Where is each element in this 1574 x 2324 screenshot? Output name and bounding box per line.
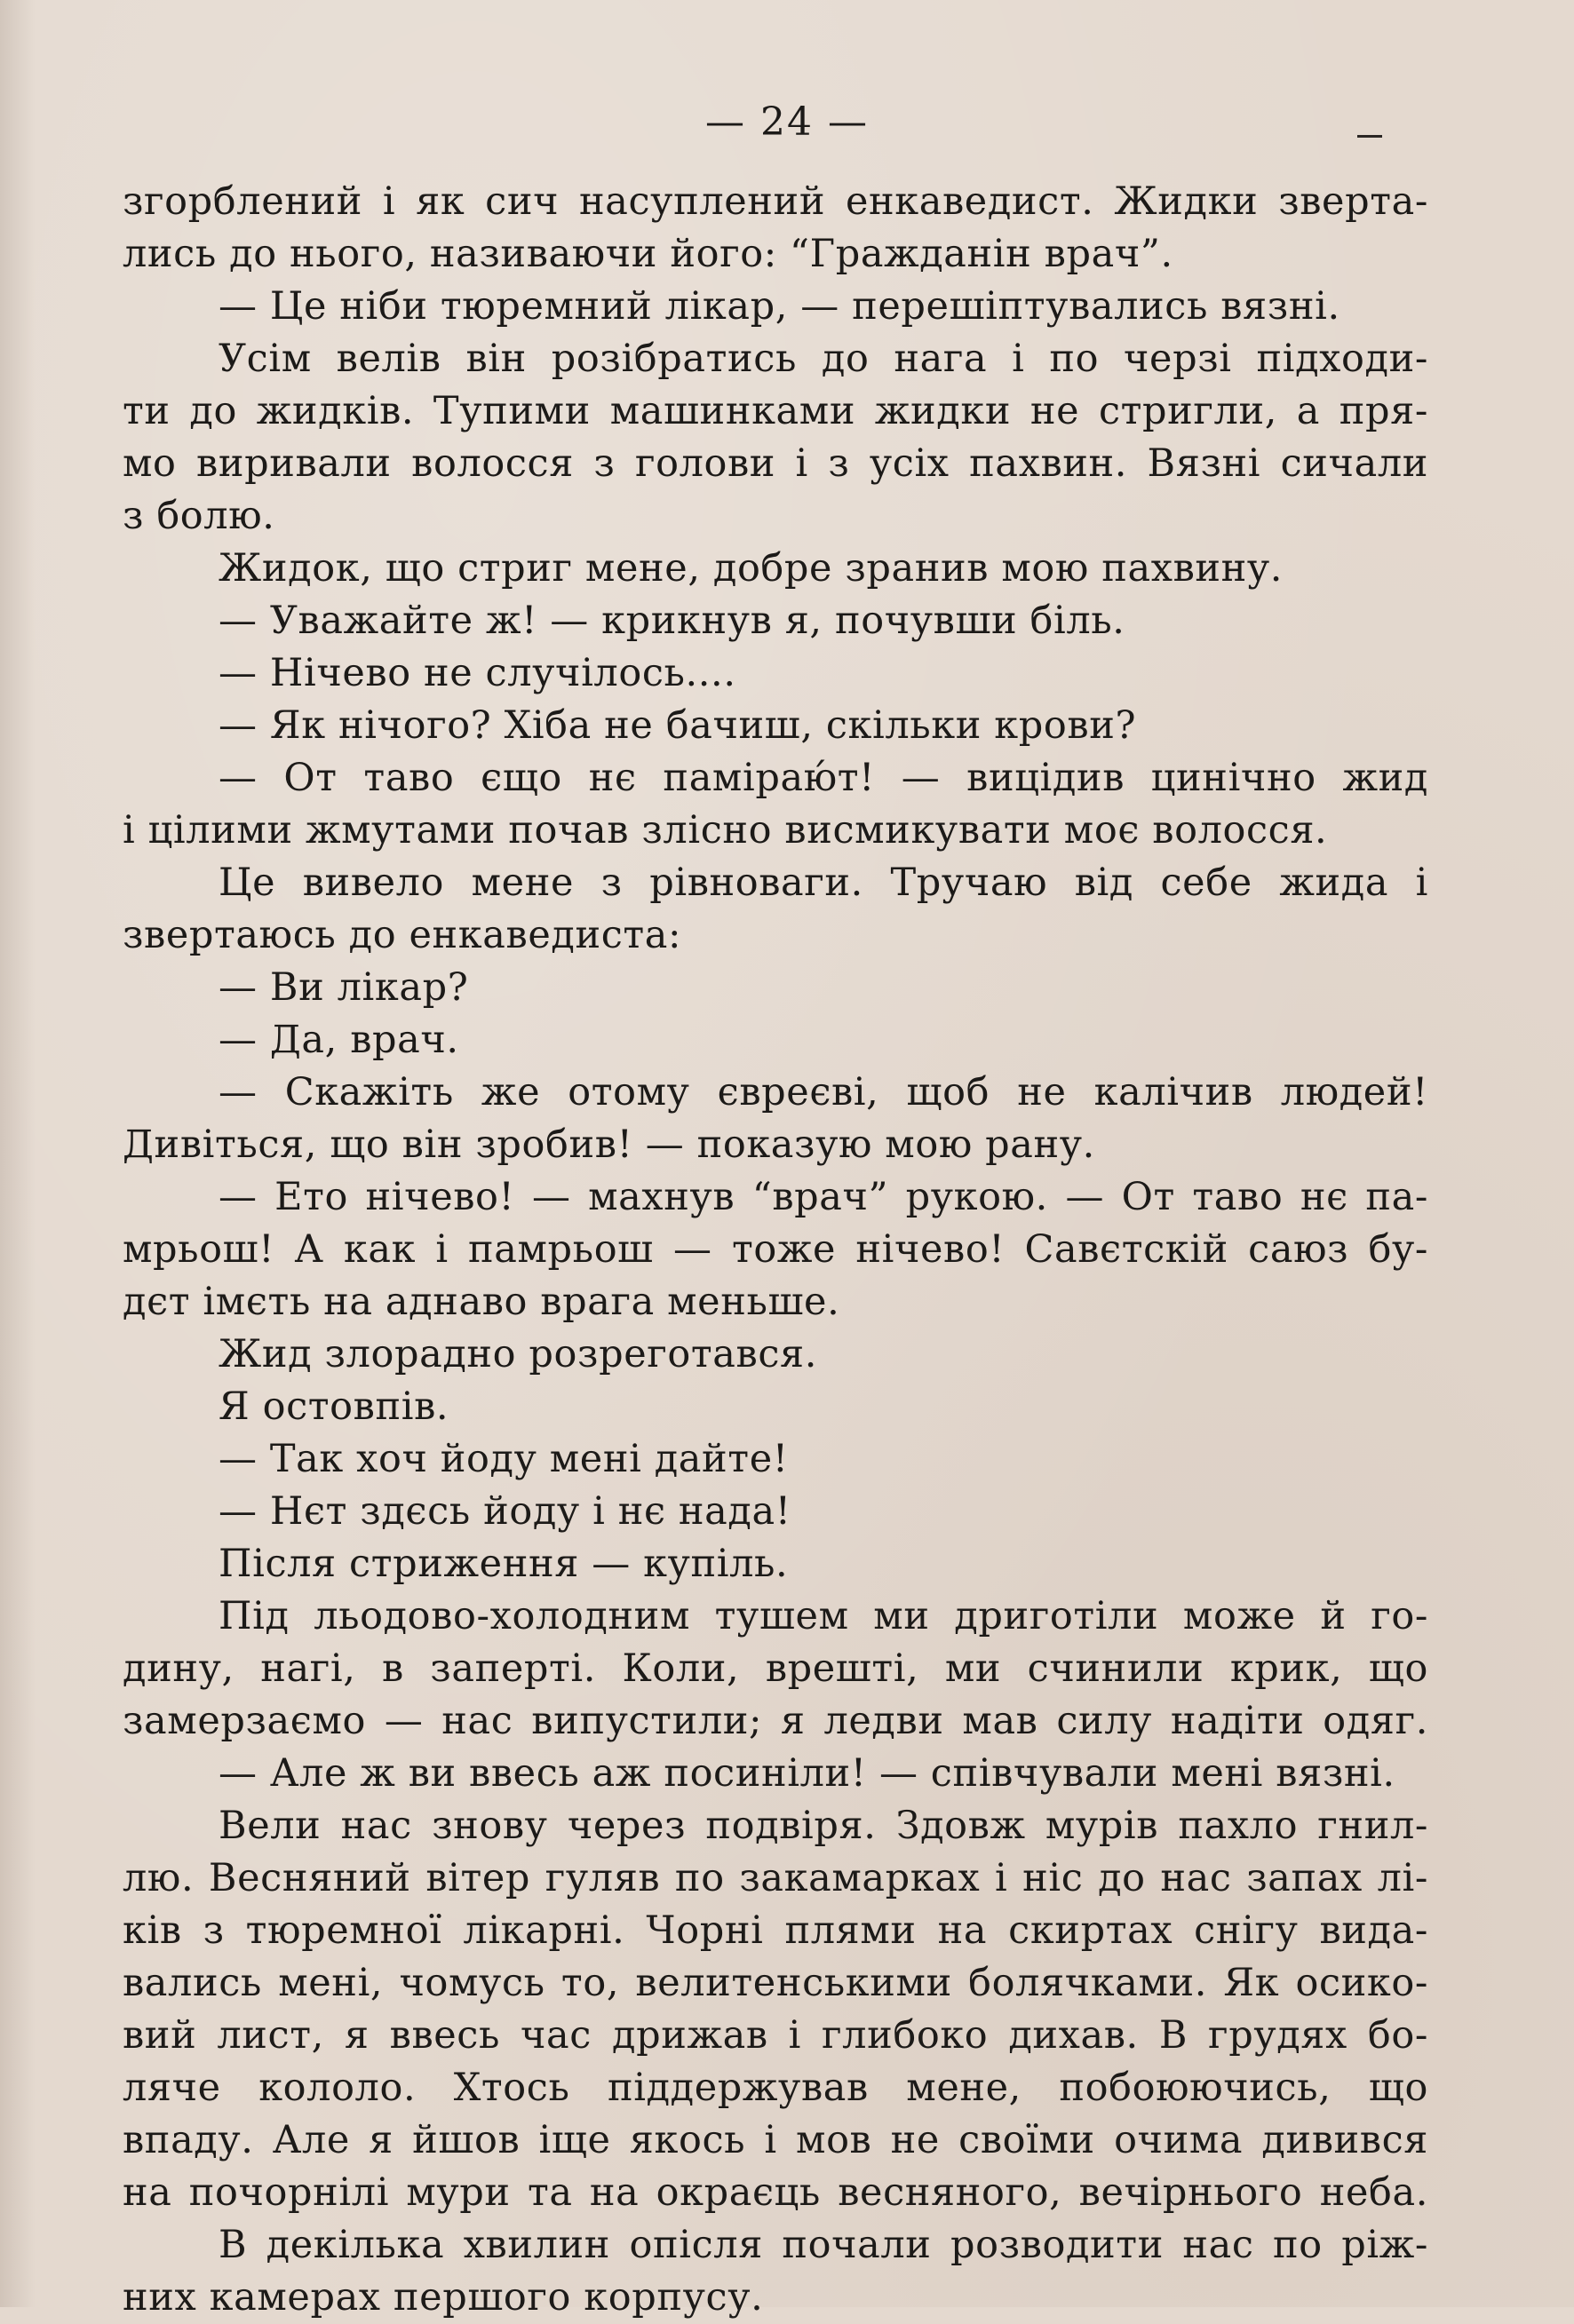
text-line: — Да, врач. xyxy=(219,1018,459,1062)
text-line: Я остовпів. xyxy=(219,1384,449,1429)
text-line: лись до нього, називаючи його: “Гражданін врач”. xyxy=(123,232,1173,276)
text-line: звертаюсь до енкаведиста: xyxy=(123,913,682,957)
body-text xyxy=(123,176,1428,2324)
text-line: замерзаємо — нас випустили; я ледви мав силу надіти одяг. xyxy=(123,1699,1428,1743)
text-line: мрьош! А как і памрьош — тоже нічево! Савєтскій саюз бу- xyxy=(123,1227,1428,1272)
text-line: ляче кололо. Хтось піддержував мене, побоюючись, що xyxy=(123,2066,1428,2110)
text-line: — Ви лікар? xyxy=(219,965,469,1010)
text-line: — Нєт здєсь йоду і нє нада! xyxy=(219,1489,791,1534)
text-line: дєт імєть на аднаво врага меньше. xyxy=(123,1280,840,1324)
text-line: на почорнілі мури та на окраєць весняного, вечірнього неба. xyxy=(123,2170,1428,2215)
text-line: Під льодово-холодним тушем ми дриготіли може й го- xyxy=(219,1594,1428,1638)
text-line: і цілими жмутами почав злісно висмикувати моє волосся. xyxy=(123,808,1328,853)
text-line: з болю. xyxy=(123,494,275,538)
text-line: — Це ніби тюремний лікар, — перешіптувались вязні. xyxy=(219,284,1340,329)
text-line: Це вивело мене з рівноваги. Тручаю від себе жида і xyxy=(219,861,1428,905)
text-line: ків з тюремної лікарні. Чорні плями на скиртах снігу вида- xyxy=(123,1908,1428,1953)
page-edge-shadow xyxy=(0,0,36,2307)
text-line: Жидок, що стриг мене, добре зранив мою пахвину. xyxy=(219,546,1284,591)
text-line: Жид злорадно розреготався. xyxy=(219,1332,817,1376)
text-line: Вели нас знову через подвіря. Здовж мурів пахло гнил- xyxy=(219,1804,1428,1848)
text-line: В декілька хвилин опісля почали розводити нас по ріж- xyxy=(219,2223,1428,2267)
text-line: — Як нічого? Хіба не бачиш, скільки крови? xyxy=(219,703,1137,748)
text-line: дину, нагі, в заперті. Коли, врешті, ми счинили крик, що xyxy=(123,1646,1428,1691)
text-line: них камерах першого корпусу. xyxy=(123,2275,764,2320)
text-line: — Скажіть же отому євреєві, щоб не калічив людей! xyxy=(219,1070,1428,1114)
corner-mark xyxy=(1357,135,1382,138)
page-number: — 24 — xyxy=(705,99,869,145)
text-line: лю. Весняний вітер гуляв по закамарках і ніс до нас запах лі- xyxy=(123,1856,1428,1900)
text-line: Після стриження — купіль. xyxy=(219,1542,789,1586)
text-line: вий лист, я ввесь час дрижав і глибоко дихав. В грудях бо- xyxy=(123,2013,1428,2058)
text-line: ти до жидків. Тупими машинками жидки не стригли, а пря- xyxy=(123,389,1428,433)
text-line: — От таво єщо нє паміраю́т! — вицідив цинічно жид xyxy=(219,756,1428,800)
text-line: — Але ж ви ввесь аж посиніли! — співчували мені вязні. xyxy=(219,1751,1395,1796)
text-line: — Нічево не случілось.... xyxy=(219,651,736,695)
text-line: — Уважайте ж! — крикнув я, почувши біль. xyxy=(219,599,1125,643)
text-line: згорблений і як сич насуплений енкаведист. Жидки зверта- xyxy=(123,179,1428,224)
text-line: — Ето нічево! — махнув “врач” рукою. — От таво нє па- xyxy=(219,1175,1428,1219)
text-line: Дивіться, що він зробив! — показую мою рану. xyxy=(123,1122,1095,1167)
text-line: впаду. Але я йшов іще якось і мов не своїми очима дивився xyxy=(123,2118,1428,2162)
text-line: вались мені, чомусь то, велитенськими болячками. Як осико- xyxy=(123,1961,1428,2005)
text-line: — Так хоч йоду мені дайте! xyxy=(219,1437,789,1481)
text-line: мо виривали волосся з голови і з усіх пахвин. Вязні сичали xyxy=(123,441,1428,486)
text-line: Усім велів він розібратись до нага і по черзі підходи- xyxy=(219,337,1428,381)
